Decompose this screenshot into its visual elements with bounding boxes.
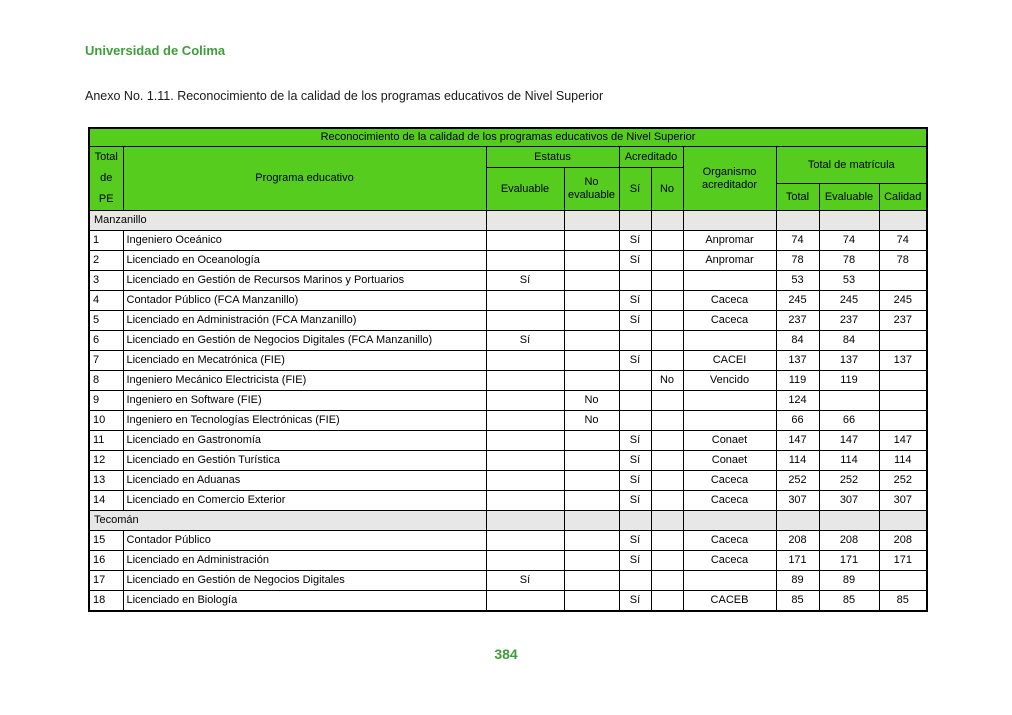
estatus-no-evaluable-cell [564, 471, 619, 491]
matricula-calidad-cell: 307 [879, 491, 927, 511]
estatus-no-evaluable-cell [564, 311, 619, 331]
col-header-acreditado: Acreditado [619, 147, 683, 168]
estatus-no-evaluable-cell [564, 531, 619, 551]
row-number-cell: 4 [89, 291, 123, 311]
acreditado-no-cell [651, 311, 683, 331]
organismo-acreditador-cell: Anpromar [683, 231, 776, 251]
matricula-evaluable-cell: 119 [819, 371, 879, 391]
organismo-acreditador-cell [683, 331, 776, 351]
row-number-cell: 10 [89, 411, 123, 431]
estatus-evaluable-cell [486, 391, 564, 411]
col-header-estatus: Estatus [486, 147, 619, 168]
col-header-total-pe: Total de PE [89, 147, 123, 211]
program-name-cell: Ingeniero Mecánico Electricista (FIE) [123, 371, 486, 391]
estatus-no-evaluable-cell [564, 571, 619, 591]
empty-cell [619, 511, 651, 531]
estatus-evaluable-cell [486, 411, 564, 431]
estatus-evaluable-cell [486, 251, 564, 271]
estatus-evaluable-cell [486, 291, 564, 311]
row-number-cell: 9 [89, 391, 123, 411]
organismo-acreditador-cell [683, 571, 776, 591]
acreditado-si-cell: Sí [619, 451, 651, 471]
estatus-evaluable-cell [486, 351, 564, 371]
estatus-evaluable-cell [486, 231, 564, 251]
matricula-evaluable-cell: 84 [819, 331, 879, 351]
row-number-cell: 2 [89, 251, 123, 271]
acreditado-si-cell: Sí [619, 311, 651, 331]
matricula-calidad-cell: 78 [879, 251, 927, 271]
estatus-no-evaluable-cell [564, 451, 619, 471]
acreditado-no-cell [651, 391, 683, 411]
col-header-mat-calidad: Calidad [879, 184, 927, 211]
university-name: Universidad de Colima [85, 43, 226, 58]
matricula-calidad-cell: 171 [879, 551, 927, 571]
acreditado-no-cell [651, 431, 683, 451]
matricula-total-cell: 245 [776, 291, 819, 311]
program-name-cell: Contador Público [123, 531, 486, 551]
estatus-no-evaluable-cell [564, 251, 619, 271]
program-name-cell: Licenciado en Gestión de Recursos Marinos y Portuarios [123, 271, 486, 291]
matricula-evaluable-cell: 252 [819, 471, 879, 491]
program-name-cell: Licenciado en Gestión Turística [123, 451, 486, 471]
col-header-no: No [651, 168, 683, 211]
matricula-calidad-cell: 147 [879, 431, 927, 451]
organismo-acreditador-cell: Caceca [683, 311, 776, 331]
estatus-no-evaluable-cell [564, 551, 619, 571]
empty-cell [683, 211, 776, 231]
row-number-cell: 1 [89, 231, 123, 251]
matricula-total-cell: 53 [776, 271, 819, 291]
col-header-mat-evaluable: Evaluable [819, 184, 879, 211]
matricula-total-cell: 124 [776, 391, 819, 411]
table-row [89, 451, 927, 471]
estatus-evaluable-cell [486, 531, 564, 551]
acreditado-no-cell [651, 291, 683, 311]
acreditado-no-cell [651, 551, 683, 571]
estatus-no-evaluable-cell [564, 431, 619, 451]
col-header-evaluable: Evaluable [486, 168, 564, 211]
organismo-acreditador-cell: Conaet [683, 451, 776, 471]
program-name-cell: Licenciado en Gastronomía [123, 431, 486, 451]
table-row [89, 551, 927, 571]
matricula-evaluable-cell: 89 [819, 571, 879, 591]
matricula-calidad-cell: 237 [879, 311, 927, 331]
estatus-no-evaluable-cell [564, 231, 619, 251]
empty-cell [564, 211, 619, 231]
row-number-cell: 16 [89, 551, 123, 571]
organismo-acreditador-cell [683, 391, 776, 411]
empty-cell [619, 211, 651, 231]
empty-cell [683, 511, 776, 531]
matricula-calidad-cell: 208 [879, 531, 927, 551]
matricula-total-cell: 85 [776, 591, 819, 611]
estatus-evaluable-cell: Sí [486, 571, 564, 591]
estatus-no-evaluable-cell: No [564, 411, 619, 431]
empty-cell [819, 511, 879, 531]
matricula-calidad-cell: 85 [879, 591, 927, 611]
estatus-no-evaluable-cell: No [564, 391, 619, 411]
section-label-cell: Manzanillo [89, 211, 486, 231]
estatus-no-evaluable-cell [564, 371, 619, 391]
acreditado-si-cell: Sí [619, 491, 651, 511]
matricula-calidad-cell: 114 [879, 451, 927, 471]
matricula-total-cell: 237 [776, 311, 819, 331]
matricula-evaluable-cell: 171 [819, 551, 879, 571]
matricula-total-cell: 84 [776, 331, 819, 351]
estatus-evaluable-cell [486, 431, 564, 451]
table-body [89, 211, 927, 611]
acreditado-no-cell [651, 331, 683, 351]
row-number-cell: 7 [89, 351, 123, 371]
programs-table [88, 127, 928, 612]
table-row [89, 271, 927, 291]
matricula-evaluable-cell: 245 [819, 291, 879, 311]
col-header-no-evaluable: No evaluable [564, 168, 619, 211]
estatus-no-evaluable-cell [564, 331, 619, 351]
section-row [89, 211, 927, 231]
matricula-total-cell: 119 [776, 371, 819, 391]
estatus-no-evaluable-cell [564, 271, 619, 291]
program-name-cell: Licenciado en Administración (FCA Manzanillo) [123, 311, 486, 331]
empty-cell [651, 511, 683, 531]
matricula-calidad-cell [879, 411, 927, 431]
matricula-calidad-cell [879, 371, 927, 391]
estatus-evaluable-cell [486, 451, 564, 471]
acreditado-si-cell: Sí [619, 591, 651, 611]
matricula-calidad-cell [879, 391, 927, 411]
col-header-si: Sí [619, 168, 651, 211]
empty-cell [776, 211, 819, 231]
organismo-acreditador-cell: Caceca [683, 291, 776, 311]
col-header-mat-total: Total [776, 184, 819, 211]
matricula-evaluable-cell: 78 [819, 251, 879, 271]
program-name-cell: Licenciado en Oceanología [123, 251, 486, 271]
matricula-total-cell: 208 [776, 531, 819, 551]
program-name-cell: Contador Público (FCA Manzanillo) [123, 291, 486, 311]
empty-cell [776, 511, 819, 531]
organismo-acreditador-cell: Caceca [683, 491, 776, 511]
matricula-evaluable-cell: 53 [819, 271, 879, 291]
table-row [89, 251, 927, 271]
row-number-cell: 8 [89, 371, 123, 391]
table-row [89, 491, 927, 511]
acreditado-si-cell [619, 331, 651, 351]
acreditado-si-cell [619, 391, 651, 411]
organismo-acreditador-cell: Vencido [683, 371, 776, 391]
acreditado-si-cell: Sí [619, 431, 651, 451]
matricula-total-cell: 74 [776, 231, 819, 251]
empty-cell [564, 511, 619, 531]
estatus-evaluable-cell: Sí [486, 331, 564, 351]
table-title-row [89, 128, 927, 147]
matricula-total-cell: 78 [776, 251, 819, 271]
matricula-evaluable-cell: 85 [819, 591, 879, 611]
matricula-calidad-cell: 137 [879, 351, 927, 371]
acreditado-no-cell [651, 411, 683, 431]
program-name-cell: Licenciado en Biología [123, 591, 486, 611]
program-name-cell: Licenciado en Gestión de Negocios Digitales (FCA Manzanillo) [123, 331, 486, 351]
empty-cell [486, 511, 564, 531]
matricula-evaluable-cell [819, 391, 879, 411]
table-row [89, 591, 927, 611]
estatus-no-evaluable-cell [564, 351, 619, 371]
table-row [89, 411, 927, 431]
matricula-total-cell: 307 [776, 491, 819, 511]
acreditado-si-cell [619, 571, 651, 591]
table-row [89, 371, 927, 391]
acreditado-no-cell [651, 231, 683, 251]
empty-cell [819, 211, 879, 231]
row-number-cell: 15 [89, 531, 123, 551]
row-number-cell: 11 [89, 431, 123, 451]
acreditado-no-cell: No [651, 371, 683, 391]
acreditado-no-cell [651, 251, 683, 271]
row-number-cell: 5 [89, 311, 123, 331]
organismo-acreditador-cell: CACEI [683, 351, 776, 371]
acreditado-si-cell [619, 411, 651, 431]
col-header-programa: Programa educativo [123, 147, 486, 211]
header-row-1 [89, 147, 927, 168]
matricula-evaluable-cell: 66 [819, 411, 879, 431]
organismo-acreditador-cell: Caceca [683, 531, 776, 551]
table-row [89, 231, 927, 251]
acreditado-si-cell [619, 271, 651, 291]
matricula-total-cell: 66 [776, 411, 819, 431]
row-number-cell: 18 [89, 591, 123, 611]
matricula-total-cell: 171 [776, 551, 819, 571]
table-row [89, 351, 927, 371]
organismo-acreditador-cell: Caceca [683, 551, 776, 571]
table-row [89, 471, 927, 491]
organismo-acreditador-cell: Conaet [683, 431, 776, 451]
matricula-calidad-cell: 245 [879, 291, 927, 311]
estatus-evaluable-cell [486, 311, 564, 331]
program-name-cell: Licenciado en Aduanas [123, 471, 486, 491]
table-row [89, 571, 927, 591]
row-number-cell: 14 [89, 491, 123, 511]
matricula-total-cell: 137 [776, 351, 819, 371]
matricula-evaluable-cell: 208 [819, 531, 879, 551]
acreditado-si-cell: Sí [619, 551, 651, 571]
acreditado-no-cell [651, 571, 683, 591]
matricula-calidad-cell [879, 271, 927, 291]
acreditado-no-cell [651, 471, 683, 491]
acreditado-no-cell [651, 591, 683, 611]
program-name-cell: Ingeniero en Software (FIE) [123, 391, 486, 411]
organismo-acreditador-cell: Caceca [683, 471, 776, 491]
matricula-calidad-cell [879, 331, 927, 351]
acreditado-si-cell: Sí [619, 351, 651, 371]
matricula-calidad-cell [879, 571, 927, 591]
estatus-evaluable-cell [486, 551, 564, 571]
section-label-cell: Tecomán [89, 511, 486, 531]
organismo-acreditador-cell [683, 411, 776, 431]
organismo-acreditador-cell [683, 271, 776, 291]
table-row [89, 291, 927, 311]
table-row [89, 531, 927, 551]
acreditado-no-cell [651, 351, 683, 371]
table-row [89, 311, 927, 331]
estatus-no-evaluable-cell [564, 591, 619, 611]
matricula-total-cell: 147 [776, 431, 819, 451]
organismo-acreditador-cell: Anpromar [683, 251, 776, 271]
acreditado-no-cell [651, 531, 683, 551]
acreditado-no-cell [651, 271, 683, 291]
matricula-total-cell: 114 [776, 451, 819, 471]
matricula-evaluable-cell: 237 [819, 311, 879, 331]
matricula-evaluable-cell: 74 [819, 231, 879, 251]
program-name-cell: Licenciado en Administración [123, 551, 486, 571]
estatus-evaluable-cell: Sí [486, 271, 564, 291]
acreditado-no-cell [651, 491, 683, 511]
page-number: 384 [494, 646, 518, 662]
program-name-cell: Licenciado en Mecatrónica (FIE) [123, 351, 486, 371]
program-name-cell: Ingeniero en Tecnologías Electrónicas (FIE) [123, 411, 486, 431]
empty-cell [486, 211, 564, 231]
table-title: Reconocimiento de la calidad de los programas educativos de Nivel Superior [89, 128, 927, 147]
section-row [89, 511, 927, 531]
acreditado-si-cell: Sí [619, 531, 651, 551]
acreditado-si-cell: Sí [619, 251, 651, 271]
acreditado-si-cell [619, 371, 651, 391]
table-row [89, 391, 927, 411]
table-header [89, 128, 927, 211]
empty-cell [879, 511, 927, 531]
acreditado-si-cell: Sí [619, 291, 651, 311]
matricula-calidad-cell: 252 [879, 471, 927, 491]
row-number-cell: 12 [89, 451, 123, 471]
matricula-evaluable-cell: 114 [819, 451, 879, 471]
acreditado-si-cell: Sí [619, 471, 651, 491]
matricula-evaluable-cell: 147 [819, 431, 879, 451]
program-name-cell: Licenciado en Gestión de Negocios Digitales [123, 571, 486, 591]
table-row [89, 331, 927, 351]
matricula-total-cell: 252 [776, 471, 819, 491]
table-row [89, 431, 927, 451]
acreditado-si-cell: Sí [619, 231, 651, 251]
annex-caption: Anexo No. 1.11. Reconocimiento de la calidad de los programas educativos de Nivel Superior [85, 89, 604, 103]
matricula-total-cell: 89 [776, 571, 819, 591]
row-number-cell: 17 [89, 571, 123, 591]
col-header-organismo: Organismo acreditador [683, 147, 776, 211]
col-header-matricula: Total de matrícula [776, 147, 927, 184]
estatus-evaluable-cell [486, 591, 564, 611]
empty-cell [879, 211, 927, 231]
program-name-cell: Licenciado en Comercio Exterior [123, 491, 486, 511]
matricula-calidad-cell: 74 [879, 231, 927, 251]
estatus-no-evaluable-cell [564, 491, 619, 511]
estatus-no-evaluable-cell [564, 291, 619, 311]
row-number-cell: 13 [89, 471, 123, 491]
matricula-evaluable-cell: 137 [819, 351, 879, 371]
estatus-evaluable-cell [486, 471, 564, 491]
estatus-evaluable-cell [486, 371, 564, 391]
row-number-cell: 3 [89, 271, 123, 291]
empty-cell [651, 211, 683, 231]
organismo-acreditador-cell: CACEB [683, 591, 776, 611]
program-name-cell: Ingeniero Oceánico [123, 231, 486, 251]
acreditado-no-cell [651, 451, 683, 471]
row-number-cell: 6 [89, 331, 123, 351]
matricula-evaluable-cell: 307 [819, 491, 879, 511]
estatus-evaluable-cell [486, 491, 564, 511]
